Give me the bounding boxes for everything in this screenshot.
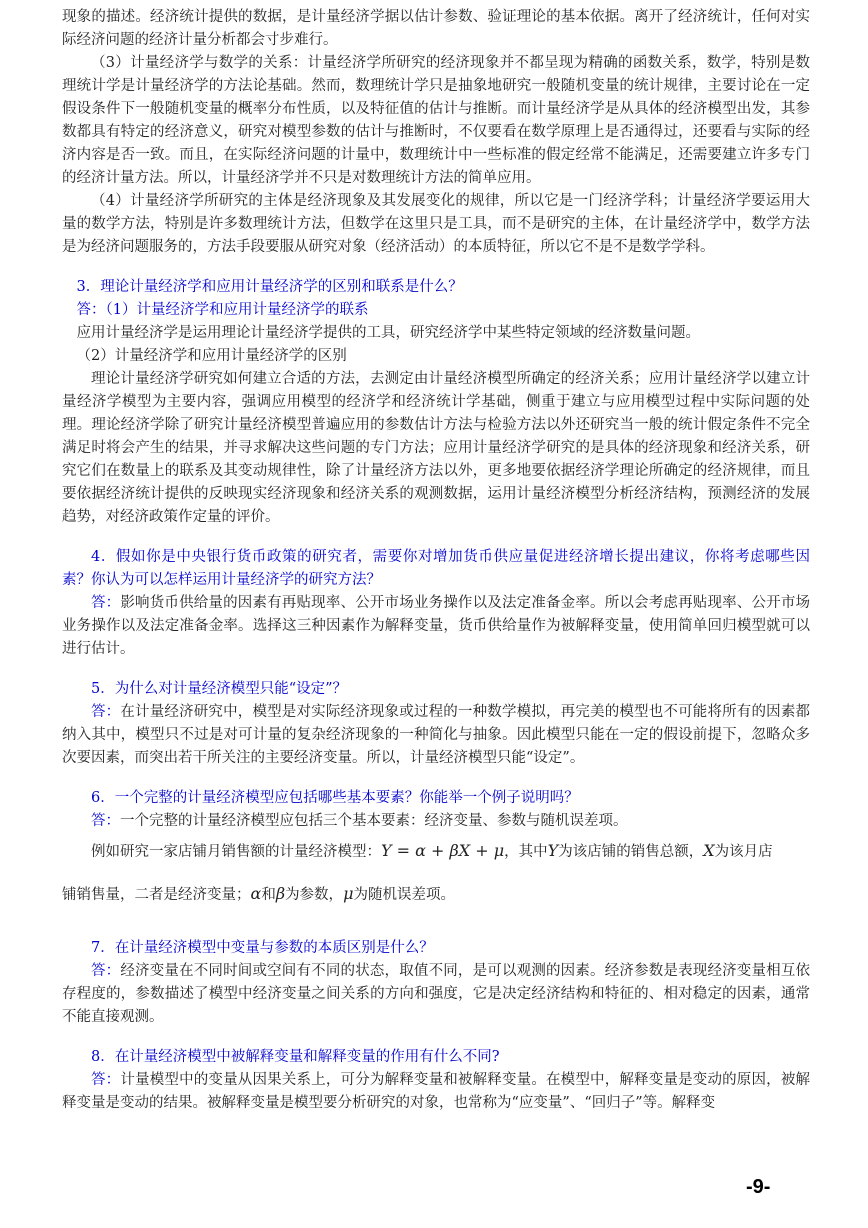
paragraph-math-relation: （3）计量经济学与数学的关系：计量经济学所研究的经济现象并不都呈现为精确的函数关系，数学，特别是数理统计学是计量经济学的方法论基础。然而，数理统计学只是抽象地研究一般随机变量的统计规律，主要讨论在一定假设条件下一般随机变量的概率分布性质，以及特征值的估计与推断。而计量经济学是从具体的经济模型出发，其参数都具有特定的经济意义，研究对模型参数的估计与推断时，不仅要看在数学原理上是否通得过，还要看与实际的经济内容是否一致。而且，在实际经济问题的计量中，数理统计中一些标准的假定经常不能满足，还需要建立许多专门的经济计量方法。所以，计量经济学并不只是对数理统计方法的简单应用。 [62, 55, 810, 186]
question-6-answer [62, 810, 810, 833]
page-number: -9- [746, 1176, 771, 1198]
question-8-answer [62, 1069, 810, 1115]
question-5-section [62, 678, 810, 770]
question-6-example-line-2 [62, 876, 810, 913]
example-text: 和 [261, 887, 276, 903]
question-7-answer [62, 960, 810, 1029]
answer-text: 影响货币供给量的因素有再贴现率、公开市场业务操作以及法定准备金率。所以会考虑再贴现率、公开市场业务操作以及法定准备金率。选择这三种因素作为解释变量，货币供给量作为被解释变量，使用简单回归模型就可以进行估计。 [62, 595, 811, 657]
answer-label: 答： [91, 963, 121, 979]
example-text: ，其中 [504, 844, 548, 860]
answer-text: 一个完整的计量经济模型应包括三个基本要素：经济变量、参数与随机误差项。 [120, 813, 628, 829]
parameter-alpha: α [250, 884, 262, 903]
answer-label: 答： [91, 595, 121, 611]
example-text: 为该店铺的销售总额， [558, 844, 704, 860]
paragraph-intro: 现象的描述。经济统计提供的数据，是计量经济学据以估计参数、验证理论的基本依据。离开了经济统计，任何对实际经济问题的经济计量分析都会寸步难行。 [62, 9, 810, 48]
question-7-section [62, 937, 810, 1029]
example-text: 为参数， [285, 887, 344, 903]
example-text: 为该月店 [714, 844, 773, 860]
question-4-heading: 4．假如你是中央银行货币政策的研究者，需要你对增加货币供应量促进经济增长提出建议，你将考虑哪些因素？你认为可以怎样运用计量经济学的研究方法？ [62, 549, 810, 588]
answer-label: 答： [91, 1072, 121, 1088]
error-term-mu: μ [343, 884, 354, 903]
answer-text: 经济变量在不同时间或空间有不同的状态，取值不同，是可以观测的因素。经济参数是表现经济变量相互依存程度的，参数描述了模型中经济变量之间关系的方向和强度，它是决定经济结构和特征的、相对稳定的因素，通常不能直接观测。 [62, 963, 811, 1025]
question-4-section [62, 546, 810, 661]
question-3-answer-1: 应用计量经济学是运用理论计量经济学提供的工具，研究经济学中某些特定领域的经济数量问题。 [76, 325, 700, 341]
question-5-heading: 5．为什么对计量经济模型只能“设定”？ [91, 681, 348, 697]
question-7-heading: 7．在计量经济模型中变量与参数的本质区别是什么？ [91, 940, 434, 956]
question-4-answer [62, 592, 810, 661]
paragraph-subject: （4）计量经济学所研究的主体是经济现象及其发展变化的规律，所以它是一门经济学科；计量经济学要运用大量的数学方法，特别是许多数理统计方法，但数学在这里只是工具，而不是研究的主体，在计量经济学中，数学方法是为经济问题服务的，方法手段要服从研究对象（经济活动）的本质特征，所以它不是不是数学学科。 [62, 193, 810, 255]
question-6-section [62, 787, 810, 913]
answer-text: 在计量经济研究中，模型是对实际经济现象或过程的一种数学模拟，再完美的模型也不可能将所有的因素都纳入其中，模型只不过是对可计量的复杂经济现象的一种简化与抽象。因此模型只能在一定的假设前提下，忽略众多次要因素，而突出若干所关注的主要经济变量。所以，计量经济模型只能“设定”。 [62, 704, 811, 766]
question-6-heading: 6．一个完整的计量经济模型应包括哪些基本要素？你能举一个例子说明吗？ [91, 790, 579, 806]
question-6-example-line-1 [62, 833, 810, 870]
example-text: 铺销售量，二者是经济变量； [62, 887, 251, 903]
question-8-heading: 8．在计量经济模型中被解释变量和解释变量的作用有什么不同? [91, 1049, 500, 1065]
question-3-heading: 3．理论计量经济学和应用计量经济学的区别和联系是什么？ [76, 279, 463, 295]
question-3-section [62, 276, 810, 529]
answer-label: 答： [91, 704, 121, 720]
document-body [62, 6, 810, 1115]
variable-y: Y [547, 841, 559, 860]
example-prefix: 例如研究一家店铺月销售额的计量经济模型： [91, 844, 381, 860]
question-3-answer-head: 答：（1）计量经济学和应用计量经济学的联系 [76, 302, 369, 318]
question-3-answer-2: 理论计量经济学研究如何建立合适的方法，去测定由计量经济模型所确定的经济关系；应用计量经济学以建立计量经济学模型为主要内容，强调应用模型的经济学和经济统计学基础，侧重于建立与应用模型过程中实际问题的处理。理论经济学除了研究计量经济模型普遍应用的参数估计方法与检验方法以外还研究当一般的统计假定条件不完全满足时将会产生的结果，并寻求解决这些问题的专门方法；应用计量经济学研究的是具体的经济现象和经济关系，研究它们在数量上的联系及其变动规律性，除了计量经济方法以外，更多地要依据经济学理论所确定的经济规律，而且要依据经济统计提供的反映现实经济现象和经济关系的观测数据，运用计量经济模型分析经济结构，预测经济的发展趋势，对经济政策作定量的评价。 [62, 371, 810, 525]
answer-label: 答： [91, 813, 120, 829]
model-formula: Y = α + βX + μ [381, 841, 505, 860]
parameter-beta: β [275, 884, 286, 903]
variable-x: X [703, 841, 715, 860]
question-8-section [62, 1046, 810, 1115]
answer-text: 计量模型中的变量从因果关系上，可分为解释变量和被解释变量。在模型中，解释变量是变动的原因，被解释变量是变动的结果。被解释变量是模型要分析研究的对象，也常称为“应变量”、“回归子”等。解释变 [62, 1072, 811, 1111]
example-text: 为随机误差项。 [353, 887, 455, 903]
question-5-answer [62, 701, 810, 770]
question-3-subheading-2: （2）计量经济学和应用计量经济学的区别 [76, 348, 347, 364]
